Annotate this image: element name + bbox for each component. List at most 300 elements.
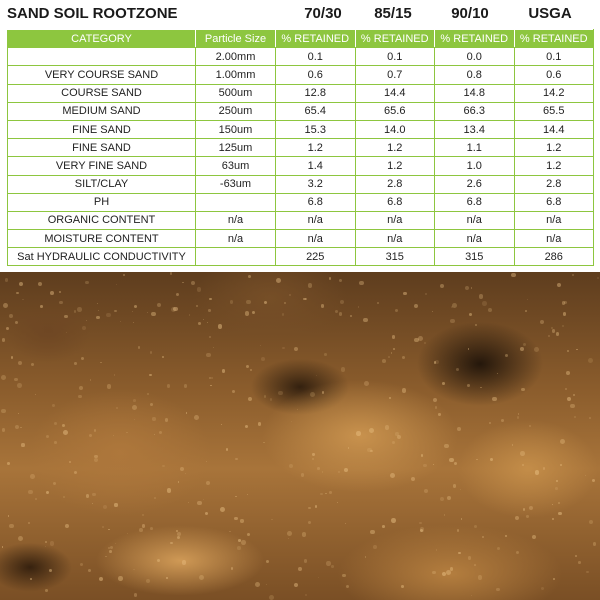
sand-grain [373,545,377,549]
sand-grain [206,353,211,358]
sand-grain [63,430,68,435]
sand-grain [132,311,133,312]
sand-grain [382,525,385,528]
sand-grain [18,361,23,366]
category-cell: MEDIUM SAND [8,102,196,120]
sand-grain [337,502,338,503]
particle-size-cell: 63um [196,157,276,175]
sand-grain [411,477,415,481]
sand-grain [18,536,23,541]
sand-grain [151,312,155,316]
sand-grain [444,444,448,448]
sand-grain [397,435,401,439]
sand-grain [220,507,225,512]
sand-grain [402,388,407,393]
sand-grain [98,310,100,312]
table-row [8,66,594,84]
column-header: % RETAINED [355,30,435,48]
sand-grain [350,315,352,317]
sand-grain [467,384,470,387]
sand-grain [150,351,152,353]
sand-grain [133,569,134,570]
mix-heading-85-15: 85/15 [374,5,412,22]
retained-value-cell: 65.4 [276,102,356,120]
sand-grain [567,397,572,402]
sand-grain [552,329,555,332]
sand-grain [261,357,265,361]
sand-grain [421,454,423,456]
sand-grain [289,464,293,468]
table-body [8,48,594,266]
sand-grain [457,529,459,531]
sand-grain [465,286,469,290]
sand-grain [92,493,96,497]
sand-grain [49,569,52,572]
category-cell: FINE SAND [8,120,196,138]
sand-grain [515,516,520,521]
sand-grain [490,458,493,461]
sand-grain [120,321,121,322]
sand-grain [588,358,593,363]
sand-grain [86,320,87,321]
sand-grain [322,391,325,394]
sand-grain [442,382,445,385]
sand-grain [50,541,55,546]
sand-grain [388,356,390,358]
sand-grain [53,482,56,485]
retained-value-cell: n/a [276,230,356,248]
sand-photo [0,272,600,600]
sand-grain [479,294,484,299]
table-row [8,139,594,157]
sand-grain [269,595,274,600]
sand-grain [321,304,325,308]
sand-grain [110,546,113,549]
retained-value-cell: 0.0 [435,48,515,66]
sand-grain [38,282,43,287]
sand-grain [123,274,125,276]
sand-grain [575,555,576,556]
retained-value-cell: 2.8 [514,175,594,193]
retained-value-cell: 14.0 [355,120,435,138]
sand-grain [134,593,138,597]
sand-grain [258,422,261,425]
sand-grain [305,298,307,300]
retained-value-cell: n/a [514,211,594,229]
sand-grain [363,318,368,323]
category-cell: VERY FINE SAND [8,157,196,175]
sand-grain [456,368,459,371]
sand-grain [458,552,460,554]
sand-grain [298,567,302,571]
sand-grain [520,347,524,351]
category-cell: Sat HYDRAULIC CONDUCTIVITY [8,248,196,266]
sand-grain [127,533,128,534]
particle-size-cell: 250um [196,102,276,120]
retained-value-cell: n/a [514,230,594,248]
sand-grain [556,332,560,336]
sand-grain [189,314,191,316]
sand-grain [2,338,6,342]
sand-grain [96,316,100,320]
sand-grain [194,415,199,420]
sand-grain [188,502,189,503]
sand-grain [245,425,248,428]
sand-grain [9,524,13,528]
sand-grain [436,549,438,551]
sand-grain [370,530,375,535]
sand-grain [173,307,177,311]
sand-grain [2,546,4,548]
sand-grain [85,281,88,284]
sand-grain [66,332,67,333]
sand-grain [552,518,555,521]
sand-grain [516,551,519,554]
particle-size-cell: -63um [196,175,276,193]
sand-grain [304,559,308,563]
sand-grain [1,375,6,380]
sand-grain [133,322,134,323]
table-row [8,211,594,229]
sand-grain [232,390,235,393]
sand-grain [115,543,116,544]
sand-grain [340,300,345,305]
sand-grain [482,536,484,538]
sand-grain [86,494,89,497]
sand-grain [435,360,439,364]
sand-grain [433,464,435,466]
sand-grain [312,458,314,460]
sand-grain [558,502,560,504]
sand-grain [81,357,84,360]
sand-grain [116,284,117,285]
sand-grain [522,464,525,467]
sand-grain [345,523,346,524]
retained-value-cell: 2.6 [435,175,515,193]
sand-grain [518,413,520,415]
sand-grain [116,407,119,410]
particle-size-cell: 1.00mm [196,66,276,84]
sand-grain [159,431,162,434]
sand-grain [147,393,149,395]
sand-grain [271,519,272,520]
sand-grain [276,278,281,283]
sand-grain [191,281,195,285]
sand-grain [475,324,477,326]
particle-size-cell: n/a [196,230,276,248]
sand-grain [260,345,262,347]
sand-grain [237,546,241,550]
sand-grain [45,546,46,547]
sand-grain [511,273,516,278]
sand-grain [359,281,363,285]
table-row [8,102,594,120]
sand-grain [14,378,17,381]
sand-grain [529,425,531,427]
column-header: CATEGORY [8,30,196,48]
sand-grain [341,367,345,371]
sand-grain [167,488,171,492]
sand-grain [162,465,165,468]
sand-grain [31,363,34,366]
sand-grain [454,462,457,465]
sand-grain [150,403,153,406]
sand-grain [552,504,553,505]
sand-grain [9,314,13,318]
sand-grain [339,279,342,282]
sand-grain [132,405,137,410]
sand-grain [6,327,9,330]
sand-grain [235,496,237,498]
sand-grain [16,292,18,294]
particle-size-cell: 2.00mm [196,48,276,66]
sand-grain [284,302,286,304]
sand-grain [557,283,561,287]
sand-grain [238,539,241,542]
sand-grain [315,505,317,507]
sand-grain [432,311,433,312]
sand-grain [282,347,284,349]
sand-grain [391,352,393,354]
sand-grain [50,291,54,295]
sand-grain [529,506,533,510]
sand-grain [356,431,360,435]
sand-grain [74,310,76,312]
table-row [8,175,594,193]
sand-grain [149,374,152,377]
sand-grain [109,550,112,553]
sand-grain [560,439,565,444]
sand-grain [21,443,24,446]
retained-value-cell: 0.6 [276,66,356,84]
sand-grain [294,347,298,351]
sand-grain [154,497,156,499]
sand-grain [35,498,37,500]
sand-grain [146,579,150,583]
sand-grain [114,310,116,312]
category-cell: VERY COURSE SAND [8,66,196,84]
sand-grain [234,517,238,521]
sand-grain [310,392,315,397]
sand-grain [589,520,593,524]
retained-value-cell: n/a [355,211,435,229]
sand-grain [209,377,212,380]
sand-grain [329,277,332,280]
table-row [8,84,594,102]
sand-grain [308,283,313,288]
sand-grain [114,503,117,506]
sand-grain [11,356,13,358]
table-row [8,157,594,175]
sand-grain [364,381,369,386]
sand-grain [89,434,92,437]
sand-grain [488,308,492,312]
sand-grain [138,346,141,349]
sand-grain [461,518,463,520]
sand-grain [185,473,186,474]
sand-grain [565,388,567,390]
retained-value-cell: 0.8 [435,66,515,84]
sand-grain [176,530,177,531]
category-cell: SILT/CLAY [8,175,196,193]
sand-grain [177,532,181,536]
retained-value-cell: 65.6 [355,102,435,120]
sand-grain [142,524,146,528]
sand-grain [65,524,69,528]
sand-grain [401,585,404,588]
category-cell: COURSE SAND [8,84,196,102]
sand-grain [230,300,233,303]
retained-value-cell: 1.1 [435,139,515,157]
sand-grain [197,287,202,292]
sand-grain [266,584,267,585]
sand-grain [523,508,526,511]
sand-grain [450,319,455,324]
sand-grain [64,315,68,319]
sand-grain [403,292,407,296]
sand-grain [197,501,202,506]
sand-grain [118,576,123,581]
sand-grain [211,377,213,379]
sand-grain [558,512,561,515]
sand-grain [3,303,8,308]
sand-grain [365,556,366,557]
retained-value-cell: 14.4 [514,120,594,138]
sand-grain [344,468,348,472]
sand-grain [142,514,144,516]
sand-grain [474,564,476,566]
retained-value-cell: 14.4 [355,84,435,102]
sand-grain [535,470,540,475]
sand-grain [288,538,289,539]
sand-grain [476,459,478,461]
sand-grain [54,422,58,426]
sand-grain [62,424,65,427]
sand-grain [358,306,360,308]
sand-grain [497,373,498,374]
sand-grain [440,497,444,501]
retained-value-cell: 0.7 [355,66,435,84]
sand-grain [566,371,570,375]
sand-grain [505,354,508,357]
sand-grain [555,487,558,490]
sand-grain [297,409,298,410]
sand-grain [532,535,536,539]
sand-grain [480,387,481,388]
sand-grain [489,422,491,424]
sand-grain [440,284,444,288]
sand-grain [186,412,187,413]
sand-grain [391,518,396,523]
sand-grain [113,435,114,436]
sand-grain [63,496,65,498]
sand-grain [342,574,346,578]
title-row [0,0,600,28]
sand-grain [389,397,391,399]
sand-grain [154,434,155,435]
retained-value-cell: n/a [435,230,515,248]
sand-grain [385,425,390,430]
sand-grain [133,399,136,402]
sand-grain [100,362,102,364]
sand-grain [586,571,589,574]
sand-grain [207,322,208,323]
retained-value-cell: n/a [355,230,435,248]
sand-grain [198,322,201,325]
sand-grain [22,299,24,301]
sand-grain [196,305,197,306]
sand-grain [205,512,208,515]
table-row [8,120,594,138]
sand-grain [20,427,22,429]
sand-grain [226,448,229,451]
retained-value-cell: 15.3 [276,120,356,138]
table-row [8,193,594,211]
sand-grain [240,519,243,522]
sand-grain [574,416,576,418]
sand-grain [325,493,327,495]
sand-grain [453,484,456,487]
sand-grain [206,481,210,485]
sand-grain [471,287,473,289]
sand-grain [166,577,168,579]
sand-grain [420,527,425,532]
sand-grain [28,490,33,495]
particle-size-cell: 125um [196,139,276,157]
sand-grain [482,301,486,305]
sand-grain [496,588,500,592]
sand-grain [449,458,453,462]
sand-grain [278,391,283,396]
retained-value-cell: 66.3 [435,102,515,120]
retained-value-cell: 6.8 [435,193,515,211]
sand-grain [209,298,211,300]
sand-grain [521,388,525,392]
sand-grain [377,302,379,304]
retained-value-cell: 6.8 [355,193,435,211]
sand-grain [245,311,249,315]
sand-grain [248,397,252,401]
sand-grain [167,384,170,387]
sand-grain [512,444,514,446]
sand-grain [418,336,423,341]
page-title: SAND SOIL ROOTZONE [7,5,178,22]
sand-grain [263,442,264,443]
sand-grain [7,462,10,465]
retained-value-cell: 1.2 [355,139,435,157]
sand-grain [150,527,153,530]
retained-value-cell: 6.8 [276,193,356,211]
sand-grain [247,533,250,536]
sand-grain [157,303,161,307]
retained-value-cell: 1.2 [514,157,594,175]
sand-grain [457,427,461,431]
mix-heading-90-10: 90/10 [451,5,489,22]
retained-value-cell: 0.1 [355,48,435,66]
sand-grain [229,531,231,533]
sand-grain [147,312,148,313]
sand-grain [15,425,19,429]
retained-value-cell: 14.8 [435,84,515,102]
sand-grain [255,582,260,587]
sand-grain [134,305,137,308]
sand-grain [395,309,398,312]
particle-size-cell: 150um [196,120,276,138]
sand-grain [562,301,566,305]
sand-grain [348,447,350,449]
category-cell: MOISTURE CONTENT [8,230,196,248]
sand-grain [474,525,478,529]
